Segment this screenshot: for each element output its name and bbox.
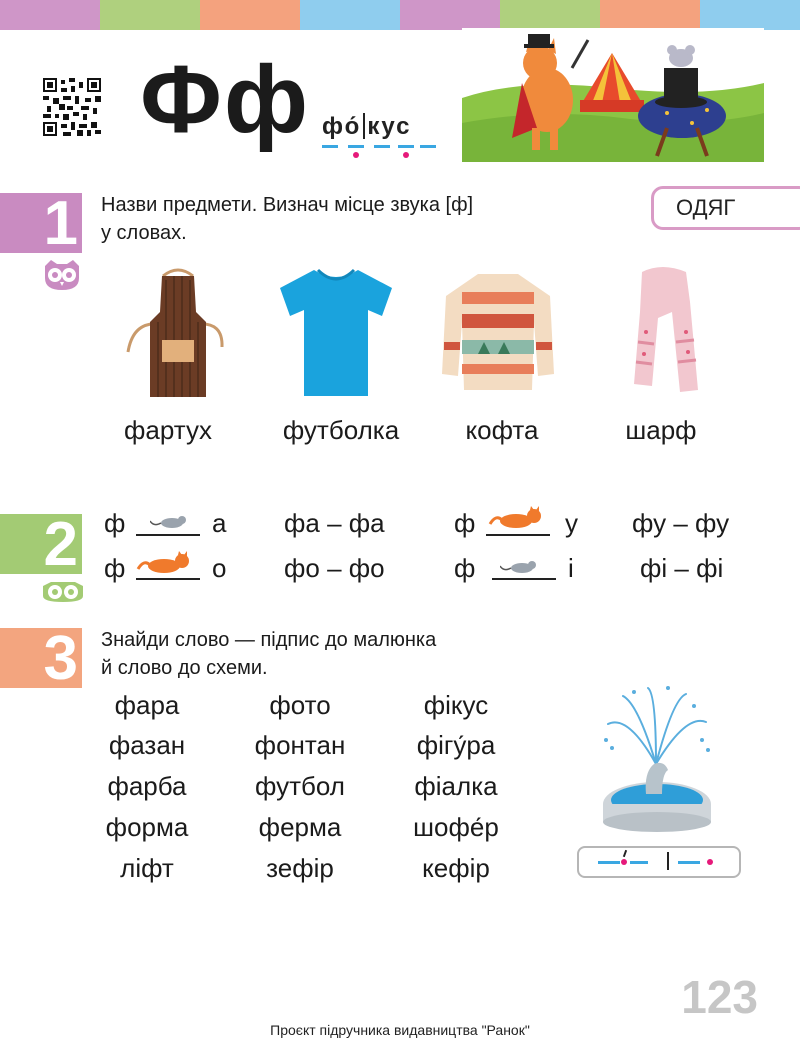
syllable-start: ф [454,553,476,583]
scheme-dash [630,861,648,864]
page-number: 123 [681,971,758,1023]
stripe-segment [400,0,500,30]
scheme-vowel-dot [707,859,713,865]
word-item: зефір [266,853,334,883]
focus-word-part1: фо́ [322,113,362,140]
vowel-dot [403,152,409,158]
item-word: кофта [465,415,539,445]
syllable-pair: фо – фо [284,553,385,583]
owl-icon [41,258,83,292]
task-1-instruction [101,191,473,247]
scheme-vowel-dot [621,859,627,865]
scarf-image [602,262,722,402]
focus-word-part2: кус [367,113,412,140]
stripe-segment [0,0,100,30]
stripe-segment [200,0,300,30]
instruction-line: Назви предмети. Визнач місце звука [ф] [101,194,474,216]
focus-word [322,113,411,141]
sound-scheme-line [374,145,390,148]
task-1-badge [0,188,82,258]
stripe-segment [300,0,400,30]
answer-blank[interactable] [486,534,550,536]
task-3-badge [0,623,82,693]
stripe-segment [100,0,200,30]
scheme-syllable-divider [667,852,669,870]
stripe-segment [700,0,800,30]
item-word: фартух [124,415,212,445]
word-item: футбол [255,771,345,801]
fountain-image [598,684,716,836]
item-word: футболка [282,415,400,445]
apron-image [118,262,238,402]
syllable-end: у [565,508,578,538]
stripe-segment [500,0,600,30]
letter-heading: Фф [140,46,310,153]
qr-code-icon[interactable] [43,78,101,136]
syllable-end: а [212,508,227,538]
word-item: фото [269,690,331,720]
instruction-line: у словах. [101,222,187,244]
word-item: фазан [108,730,186,760]
sound-scheme-line [398,145,414,148]
word-item: фігу́ра [416,730,496,760]
sound-scheme-line [322,145,338,148]
owl-icon [41,580,85,604]
cat-icon [136,551,194,577]
sound-scheme-line [420,145,436,148]
syllable-pair: фі – фі [640,553,724,583]
sweater-image [438,262,558,402]
word-item: ферма [258,812,342,842]
instruction-line: Знайди слово — підпис до малюнка [101,629,437,651]
word-item: форма [105,812,189,842]
footer-note: Проєкт підручника видавництва "Ранок" [270,1022,530,1038]
syllable-start: ф [104,553,126,583]
syllable-pair: фа – фа [284,508,385,538]
mouse-icon [150,513,190,531]
top-color-stripe [0,0,800,30]
task-3-number: 3 [43,623,78,693]
word-item: фарба [107,771,187,801]
word-item: фара [114,690,180,720]
task-2-number: 2 [43,509,78,579]
answer-blank[interactable] [492,578,556,580]
word-item: кефір [422,853,490,883]
stripe-segment [600,0,700,30]
syllable-pair: фу – фу [632,508,730,538]
word-item: фонтан [254,730,346,760]
item-word: шарф [625,415,697,445]
cat-icon [488,506,546,532]
syllable-start: ф [454,508,476,538]
category-label: ОДЯГ [651,186,800,230]
word-item: фікус [423,690,489,720]
syllable-end: о [212,553,227,583]
mouse-icon [500,558,540,576]
scheme-dash [678,861,700,864]
instruction-line: й слово до схеми. [101,657,268,679]
word-item: фіалка [414,771,498,801]
task-1-number: 1 [43,188,78,258]
scheme-dash [598,861,620,864]
task-3-instruction [101,626,436,682]
syllable-start: ф [104,508,126,538]
syllable-end: і [568,553,574,583]
sound-scheme-line [348,145,364,148]
tshirt-image [276,262,396,402]
vowel-dot [353,152,359,158]
word-item: ліфт [120,853,174,883]
circus-cat-illustration [462,28,764,162]
syllable-divider [363,113,365,139]
answer-blank[interactable] [136,534,200,536]
word-item: шофе́р [413,812,499,842]
answer-blank[interactable] [136,578,200,580]
task-2-badge [0,509,82,579]
